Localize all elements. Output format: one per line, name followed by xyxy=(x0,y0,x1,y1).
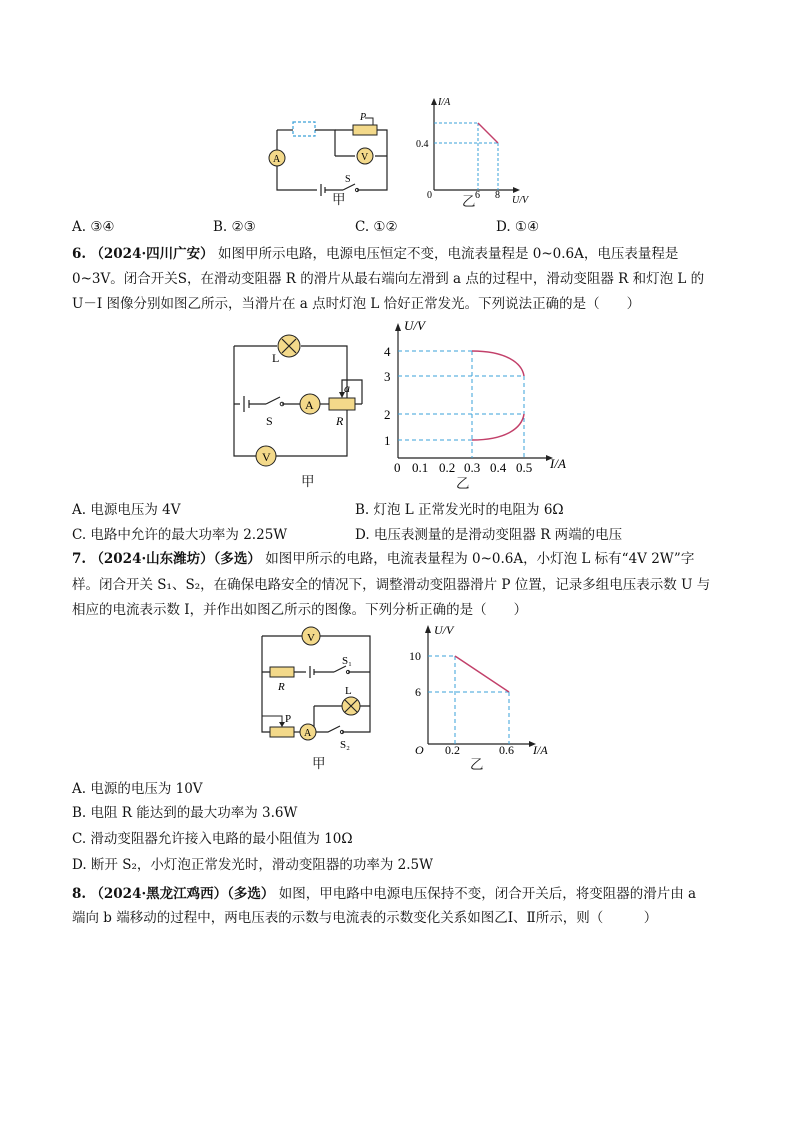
q7-voltmeter-label: V xyxy=(307,632,315,644)
q6-option-b: B. 灯泡 L 正常发光时的电阻为 6Ω xyxy=(355,502,564,518)
q6-y-tick-1: 1 xyxy=(384,433,391,448)
q7-slider-label: P xyxy=(285,713,292,725)
q6-x-tick-0.2: 0.2 xyxy=(439,460,456,475)
q8-text-1: 如图，甲电路中电源电压保持不变，闭合开关后，将变阻器的滑片由 a xyxy=(278,886,697,902)
q6-voltmeter-label: V xyxy=(262,450,271,464)
q6-number: 6. xyxy=(72,246,87,262)
q7-origin-label: O xyxy=(415,743,424,757)
q6-lamp-label: L xyxy=(272,351,280,365)
q7-switch1-label: S₁ xyxy=(342,655,352,667)
q5-y-tick: 0.4 xyxy=(416,139,429,150)
q7-resistor-label: R xyxy=(278,681,285,693)
q5-slider-label: P xyxy=(360,112,367,123)
q8-source: （2024·黑龙江鸡西）（多选） xyxy=(90,886,275,902)
q7-option-c: C. 滑动变阻器允许接入电路的最小阻值为 10Ω xyxy=(72,831,353,847)
q6-ammeter-label: A xyxy=(305,398,314,412)
q6-y-axis-label: U/V xyxy=(404,318,425,333)
q7-switch2-label: S₂ xyxy=(340,739,350,751)
q7-stem-line2: 样。闭合开关 S₁、S₂，在确保电路安全的情况下，调整滑动变阻器滑片 P 位置，记录多组电压表示数 U 与 xyxy=(72,577,711,593)
q5-y-axis-label: I/A xyxy=(438,97,451,108)
q5-switch-label: S xyxy=(345,174,351,185)
q5-voltmeter-label: V xyxy=(361,152,369,163)
q5-x-axis-label: U/V xyxy=(512,195,529,205)
q6-y-tick-4: 4 xyxy=(384,344,391,359)
q5-fig-jia-label: 甲 xyxy=(332,192,346,208)
q6-fig-jia-label: 甲 xyxy=(301,474,315,490)
q7-stem-line1 xyxy=(72,549,694,569)
q7-option-d: D. 断开 S₂，小灯泡正常发光时，滑动变阻器的功率为 2.5W xyxy=(72,857,434,873)
q6-x-tick-0.1: 0.1 xyxy=(412,460,429,475)
q6-x-tick-0.3: 0.3 xyxy=(464,460,481,475)
q6-stem-line2: 0~3V。闭合开关S，在滑动变阻器 R 的滑片从最右端向左滑到 a 点的过程中，滑动变阻器 R 和灯泡 L 的 xyxy=(72,271,705,287)
q8-number: 8. xyxy=(72,886,87,902)
q5-x-tick-8: 8 xyxy=(495,190,500,201)
q7-option-b: B. 电阻 R 能达到的最大功率为 3.6W xyxy=(72,805,298,821)
q6-circuit-diagram xyxy=(222,330,372,470)
q6-resistor-label: R xyxy=(336,414,344,428)
q6-point-a-label: a xyxy=(344,381,350,395)
q5-x-tick-6: 6 xyxy=(475,190,480,201)
q6-graph xyxy=(380,318,580,478)
q6-x-tick-0.4: 0.4 xyxy=(490,460,507,475)
q7-y-axis-label: U/V xyxy=(434,623,454,637)
q6-text-1: 如图甲所示电路，电源电压恒定不变，电流表量程是 0~0.6A，电压表量程是 xyxy=(217,246,679,262)
q7-x-axis-label: I/A xyxy=(533,743,548,757)
q6-option-d: D. 电压表测量的是滑动变阻器 R 两端的电压 xyxy=(355,527,623,543)
q7-option-a: A. 电源的电压为 10V xyxy=(72,781,203,797)
q6-fig-yi-label: 乙 xyxy=(456,476,470,492)
q5-option-a: A. ③④ xyxy=(72,219,115,235)
q5-option-c: C. ①② xyxy=(355,219,398,235)
q6-stem-line3: U－I 图像分别如图乙所示，当滑片在 a 点时灯泡 L 恰好正常发光。下列说法正确的是（ ） xyxy=(72,296,641,312)
q5-fig-yi-label: 乙 xyxy=(462,194,476,210)
q6-stem-line1 xyxy=(72,244,678,264)
q5-ammeter-label: A xyxy=(273,154,281,165)
q5-option-b: B. ②③ xyxy=(213,219,256,235)
q7-graph xyxy=(405,620,555,760)
q6-option-c: C. 电路中允许的最大功率为 2.25W xyxy=(72,527,288,543)
q7-y-tick-10: 10 xyxy=(409,649,421,663)
q7-fig-yi-label: 乙 xyxy=(470,757,484,773)
q5-option-d: D. ①④ xyxy=(496,219,540,235)
q7-y-tick-6: 6 xyxy=(415,685,421,699)
q8-stem-line2: 端向 b 端移动的过程中，两电压表的示数与电流表的示数变化关系如图乙Ⅰ、Ⅱ所示，则（ ） xyxy=(72,910,658,926)
q6-switch-label: S xyxy=(266,414,273,428)
q7-fig-jia-label: 甲 xyxy=(312,756,326,772)
q5-graph xyxy=(412,95,532,205)
q7-text-1: 如图甲所示的电路，电流表量程为 0~0.6A，小灯泡 L 标有“4V 2W”字 xyxy=(265,551,695,567)
q7-number: 7. xyxy=(72,551,87,567)
q7-x-tick-0.2: 0.2 xyxy=(445,743,460,757)
q7-source: （2024·山东潍坊）（多选） xyxy=(90,551,261,567)
q5-origin-label: 0 xyxy=(427,190,432,201)
q6-source: （2024·四川广安） xyxy=(90,246,214,262)
q7-ammeter-label: A xyxy=(304,728,312,739)
q7-lamp-label: L xyxy=(345,685,352,697)
q7-stem-line3: 相应的电流表示数 I，并作出如图乙所示的图像。下列分析正确的是（ ） xyxy=(72,602,528,618)
q6-x-tick-0.5: 0.5 xyxy=(516,460,533,475)
q8-stem-line1 xyxy=(72,884,696,904)
q6-option-a: A. 电源电压为 4V xyxy=(72,502,181,518)
q6-x-axis-label: I/A xyxy=(550,456,566,471)
q7-x-tick-0.6: 0.6 xyxy=(499,743,514,757)
q6-y-tick-3: 3 xyxy=(384,369,391,384)
q6-y-tick-2: 2 xyxy=(384,407,391,422)
q6-x-tick-0: 0 xyxy=(394,460,401,475)
q7-circuit-diagram xyxy=(252,622,382,754)
